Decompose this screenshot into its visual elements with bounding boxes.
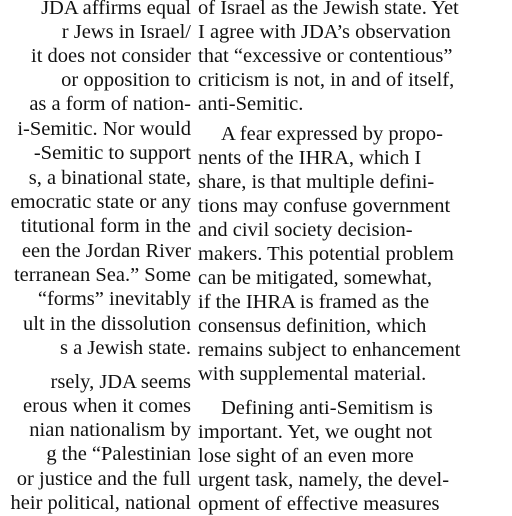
text-line: if the IHRA is framed as the [198,291,430,313]
text-line: emocratic state or any [10,191,191,213]
text-line: or justice and the full [16,468,191,490]
text-line: opment of effective measures [198,493,440,515]
text-line: heir political, national [10,492,191,514]
text-line: nian nationalism by [29,419,191,441]
text-line: terranean Sea.” Some [13,264,191,286]
text-line: titutional form in the [20,215,191,237]
text-line: remains subject to enhancement [198,339,461,361]
text-line: urgent task, namely, the devel- [198,469,450,491]
text-line: -Semitic to support [33,142,191,164]
text-line: of Israel as the Jewish state. Yet [198,0,459,19]
text-line: Defining anti-Semitism is [221,397,433,419]
text-line: as a form of nation- [29,93,191,115]
text-line: JDA affirms equal [41,0,191,19]
text-line: r Jews in Israel/ [61,21,191,43]
text-line: tions may confuse government [198,195,451,217]
text-line: s a Jewish state. [60,337,191,359]
text-line: een the Jordan River [21,240,191,262]
text-line: makers. This potential problem [198,243,454,265]
text-line: criticism is not, in and of itself, [198,69,455,91]
text-line: lose sight of an even more [198,445,414,467]
text-line: erous when it comes [23,395,191,417]
text-line: can be mitigated, somewhat, [198,267,432,289]
text-line: rsely, JDA seems [50,371,191,393]
text-line: I agree with JDA’s observation [198,21,451,43]
text-line: with supplemental material. [198,363,427,385]
text-line: i-Semitic. Nor would [17,118,191,140]
text-line: ult in the dissolution [23,313,191,335]
text-line: or opposition to [61,69,191,91]
text-line: anti-Semitic. [198,93,304,115]
text-line: g the “Palestinian [46,443,191,465]
text-line: and civil society decision- [198,219,413,241]
text-line: share, is that multiple defini- [198,171,435,193]
text-line: consensus definition, which [198,315,427,337]
text-line: that “excessive or contentious” [198,45,453,67]
text-line: nents of the IHRA, which I [198,147,422,169]
text-line: it does not consider [31,45,191,67]
text-line: s, a binational state, [28,167,191,189]
text-line: “forms” inevitably [37,288,191,310]
text-line: important. Yet, we ought not [198,421,433,443]
text-line: A fear expressed by propo- [221,123,444,145]
